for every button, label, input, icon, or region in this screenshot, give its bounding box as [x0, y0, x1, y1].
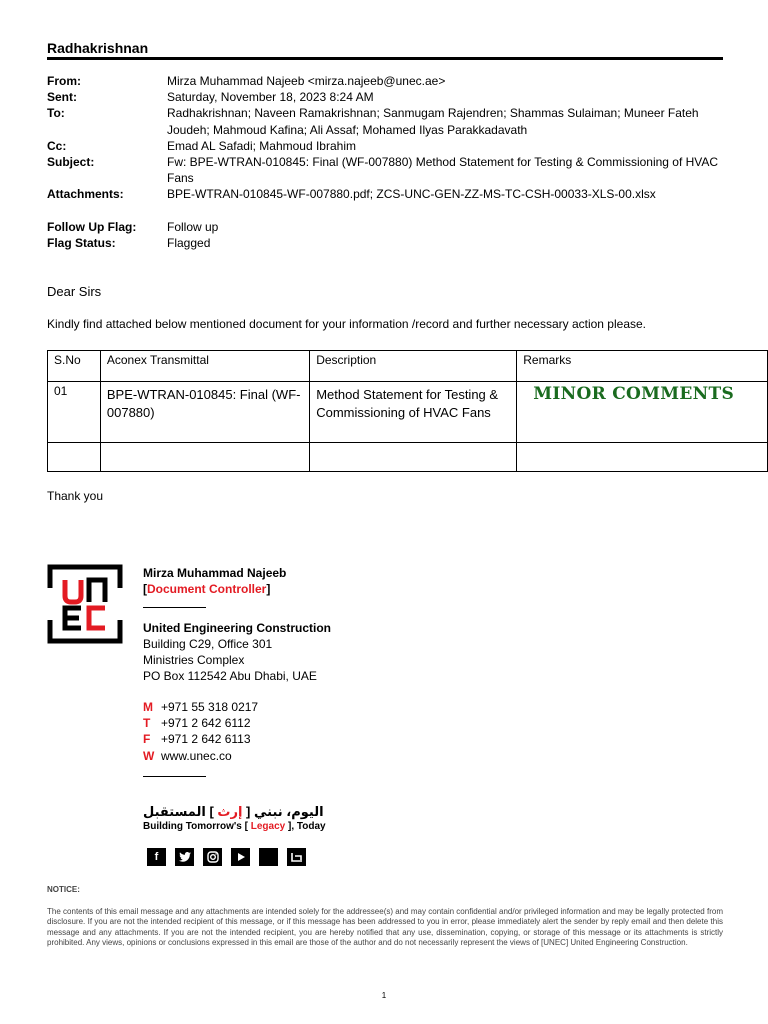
- table-cell: [100, 443, 309, 472]
- linkedin-icon[interactable]: [287, 848, 306, 866]
- closing: Thank you: [47, 489, 104, 503]
- header-follow-up-flag: [47, 219, 727, 235]
- column-header: Aconex Transmittal: [100, 351, 309, 382]
- remark-stamp: MINOR COMMENTS: [533, 384, 735, 404]
- facebook-icon[interactable]: f: [147, 848, 166, 866]
- table-cell: [48, 443, 101, 472]
- address-line: Building C29, Office 301: [143, 636, 273, 651]
- column-header: Remarks: [517, 351, 768, 382]
- table-cell: BPE-WTRAN-010845: Final (WF-007880): [100, 382, 309, 443]
- header-label: Cc:: [47, 138, 67, 153]
- attachment-links[interactable]: BPE-WTRAN-010845-WF-007880.pdf; ZCS-UNC-GEN-ZZ-MS-TC-CSH-00033-XLS-00.xlsx: [167, 187, 656, 202]
- header-sent: [47, 89, 727, 105]
- contact-key: F: [143, 732, 151, 747]
- intro-text: Kindly find attached below mentioned document for your information /record and further necessary action please.: [47, 317, 647, 331]
- greeting: Dear Sirs: [47, 284, 102, 299]
- header-attachments: [47, 186, 727, 202]
- address-line: Ministries Complex: [143, 653, 245, 668]
- instagram-icon[interactable]: [203, 848, 222, 866]
- header-subject: [47, 154, 727, 186]
- header-label: Attachments:: [47, 187, 124, 202]
- header-label: From:: [47, 74, 81, 88]
- header-to: [47, 105, 727, 137]
- signature-role: Document Controller: [147, 582, 267, 597]
- header-value[interactable]: Radhakrishnan; Naveen Ramakrishnan; Sanmugam Rajendren; Shammas Sulaiman; Muneer Fateh Joudeh; Mahmoud Kafina; Ali Assaf; Mohamed Ilyas Parakkadavath: [167, 106, 699, 137]
- contact-value: +971 2 642 6113: [161, 732, 251, 747]
- signature-name: Mirza Muhammad Najeeb: [143, 566, 287, 580]
- tagline-en-highlight: Legacy: [250, 821, 286, 832]
- header-label: Follow Up Flag:: [47, 219, 137, 234]
- table-cell: Method Statement for Testing & Commissioning of HVAC Fans: [310, 382, 517, 443]
- tagline-english: Building Tomorrow's [ Legacy ], Today: [143, 821, 326, 832]
- social-links: [147, 848, 306, 866]
- header-value: Follow up: [167, 219, 219, 234]
- tagline-ar-part: المستقبل: [143, 804, 206, 819]
- table-cell: [310, 443, 517, 472]
- page-title: Radhakrishnan: [47, 40, 149, 56]
- column-header: Description: [310, 351, 517, 382]
- notice-text: The contents of this email message and any attachments are intended solely for the addressee(s) and may contain confidential and/or privileged information and may be legally protected from disclosure. If you are not the intended recipient of this message, or if this message has been addressed to you in error, please immediately alert the sender by reply email and then delete this message and any attachments. If you are not the intended recipient, you are hereby notified that any use, dissemination, copying, or storage of this message or its attachments is strictly prohibited. Any views, opinions or conclusions expressed in this email are those of the author and do not necessarily represent the views of [UNEC] United Engineering Construction.: [47, 907, 723, 948]
- unec-logo: [47, 564, 123, 644]
- remark-cell: [517, 382, 768, 443]
- email-signature: [143, 565, 331, 789]
- header-value: Fw: BPE-WTRAN-010845: Final (WF-007880) Method Statement for Testing & Commissioning of HVAC Fans: [167, 155, 719, 186]
- table-row: [48, 382, 768, 443]
- table-cell: [517, 443, 768, 472]
- header-value: Saturday, November 18, 2023 8:24 AM: [167, 90, 374, 105]
- contact-telephone: [143, 715, 331, 731]
- tagline-en-part: Building Tomorrow's: [143, 821, 242, 832]
- header-from: [47, 73, 727, 89]
- contact-website: [143, 748, 331, 764]
- blank-icon[interactable]: [259, 848, 278, 866]
- signature-divider: [143, 776, 206, 777]
- header-value[interactable]: Emad AL Safadi; Mahmoud Ibrahim: [167, 138, 356, 153]
- contact-key: T: [143, 716, 151, 731]
- page-number: 1: [381, 991, 387, 1000]
- contact-value[interactable]: +971 55 318 0217: [161, 699, 259, 714]
- header-label: Flag Status:: [47, 235, 116, 250]
- header-value[interactable]: Mirza Muhammad Najeeb <mirza.najeeb@unec.ae>: [167, 74, 446, 88]
- header-label: Sent:: [47, 90, 77, 105]
- tagline-en-part: , Today: [291, 821, 326, 832]
- header-cc: [47, 138, 727, 154]
- contact-fax: [143, 731, 331, 747]
- address-line: PO Box 112542 Abu Dhabi, UAE: [143, 669, 317, 684]
- email-headers: [47, 73, 727, 251]
- tagline-ar-highlight: إرث: [217, 804, 243, 819]
- website-link[interactable]: www.unec.co: [161, 748, 232, 763]
- tagline: [143, 804, 337, 832]
- header-value: Flagged: [167, 235, 211, 250]
- tagline-arabic: اليوم، نبني [ إرث ] المستقبل: [143, 804, 324, 819]
- company-name: United Engineering Construction: [143, 620, 331, 635]
- contact-mobile: [143, 699, 331, 715]
- header-label: To:: [47, 106, 65, 121]
- header-label: Subject:: [47, 155, 95, 170]
- tagline-ar-part: اليوم، نبني: [254, 804, 324, 819]
- column-header: S.No: [48, 351, 101, 382]
- title-divider: [47, 57, 723, 60]
- table-header-row: [48, 351, 768, 382]
- contact-value[interactable]: +971 2 642 6112: [161, 716, 251, 731]
- contact-key: W: [143, 748, 155, 763]
- table-cell: 01: [48, 382, 101, 443]
- signature-divider: [143, 607, 206, 608]
- transmittal-table: [47, 350, 768, 472]
- twitter-icon[interactable]: [175, 848, 194, 866]
- header-flag-status: [47, 235, 727, 251]
- signature-role-line: [Document Controller]: [143, 582, 271, 597]
- notice-label: NOTICE:: [47, 885, 80, 894]
- table-row: [48, 443, 768, 472]
- contact-key: M: [143, 699, 153, 714]
- youtube-icon[interactable]: [231, 848, 250, 866]
